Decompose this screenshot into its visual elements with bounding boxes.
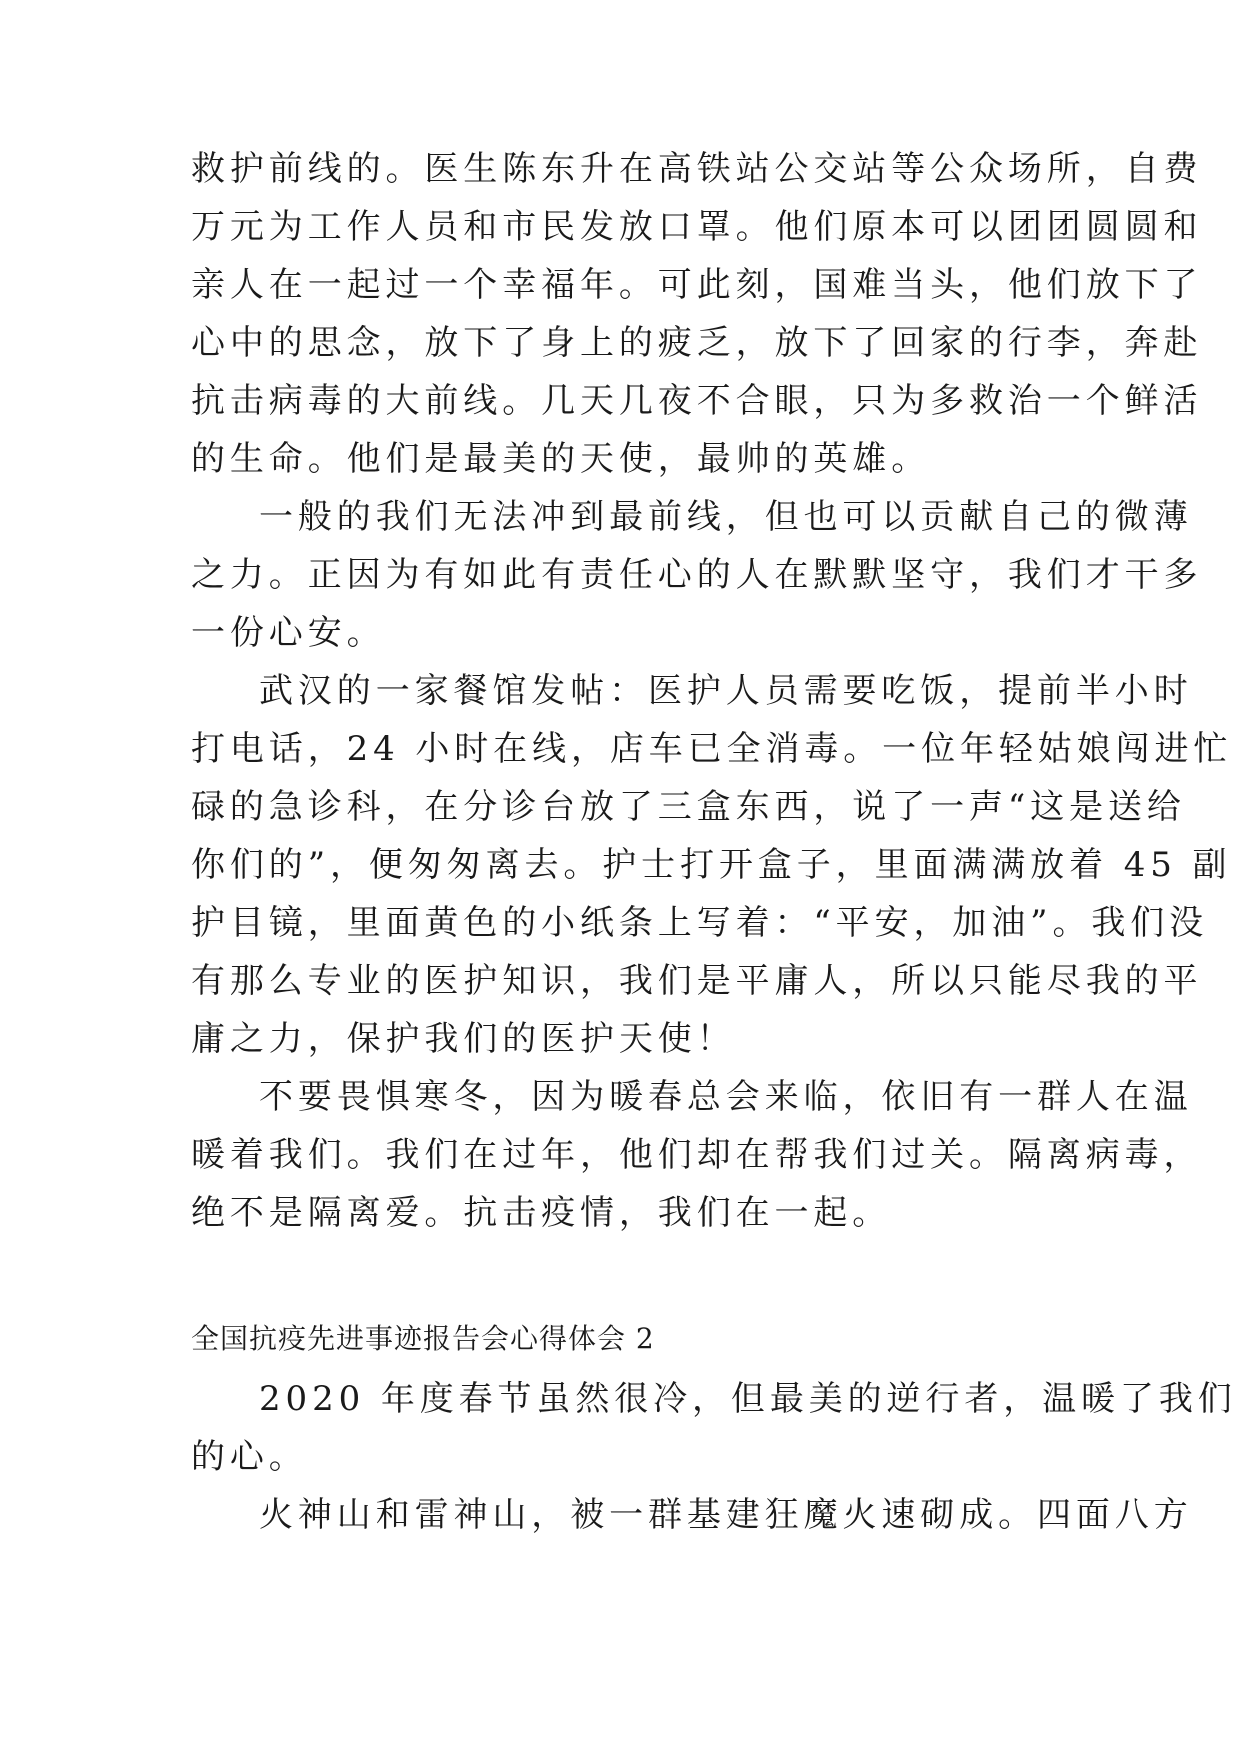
paragraph-first-line: 一般的我们无法冲到最前线，但也可以贡献自己的微薄 [259,497,1193,537]
paragraph-first-line: 火神山和雷神山，被一群基建狂魔火速砌成。四面八方 [259,1495,1193,1535]
paragraph-line: 护目镜，里面黄色的小纸条上写着：“平安，加油”。我们没 [191,903,1209,943]
paragraph-line: 庸之力，保护我们的医护天使！ [191,1019,736,1059]
paragraph-line: 暖着我们。我们在过年，他们却在帮我们过关。隔离病毒， [191,1135,1203,1175]
section-heading: 全国抗疫先进事迹报告会心得体会 2 [191,1322,655,1355]
paragraph-line: 碌的急诊科，在分诊台放了三盒东西，说了一声“这是送给 [191,787,1186,827]
paragraph-line: 的心。 [191,1437,308,1477]
paragraph-line: 一份心安。 [191,613,386,653]
paragraph-line: 心中的思念，放下了身上的疲乏，放下了回家的行李，奔赴 [191,323,1203,363]
paragraph-line: 的生命。他们是最美的天使，最帅的英雄。 [191,439,931,479]
paragraph-line: 救护前线的。医生陈东升在高铁站公交站等公众场所，自费 [191,149,1203,189]
paragraph-line: 打电话，24 小时在线，店车已全消毒。一位年轻姑娘闯进忙 [191,729,1233,769]
paragraph-line: 你们的”，便匆匆离去。护士打开盒子，里面满满放着 45 副 [191,845,1232,885]
paragraph-first-line: 不要畏惧寒冬，因为暖春总会来临，依旧有一群人在温 [259,1077,1193,1117]
paragraph-line: 万元为工作人员和市民发放口罩。他们原本可以团团圆圆和 [191,207,1203,247]
paragraph-first-line: 武汉的一家餐馆发帖：医护人员需要吃饭，提前半小时 [259,671,1193,711]
paragraph-line: 亲人在一起过一个幸福年。可此刻，国难当头，他们放下了 [191,265,1203,305]
paragraph-first-line: 2020 年度春节虽然很冷，但最美的逆行者，温暖了我们 [259,1379,1237,1419]
paragraph-line: 之力。正因为有如此有责任心的人在默默坚守，我们才干多 [191,555,1203,595]
paragraph-line: 抗击病毒的大前线。几天几夜不合眼，只为多救治一个鲜活 [191,381,1203,421]
paragraph-line: 有那么专业的医护知识，我们是平庸人，所以只能尽我的平 [191,961,1203,1001]
paragraph-line: 绝不是隔离爱。抗击疫情，我们在一起。 [191,1193,892,1233]
